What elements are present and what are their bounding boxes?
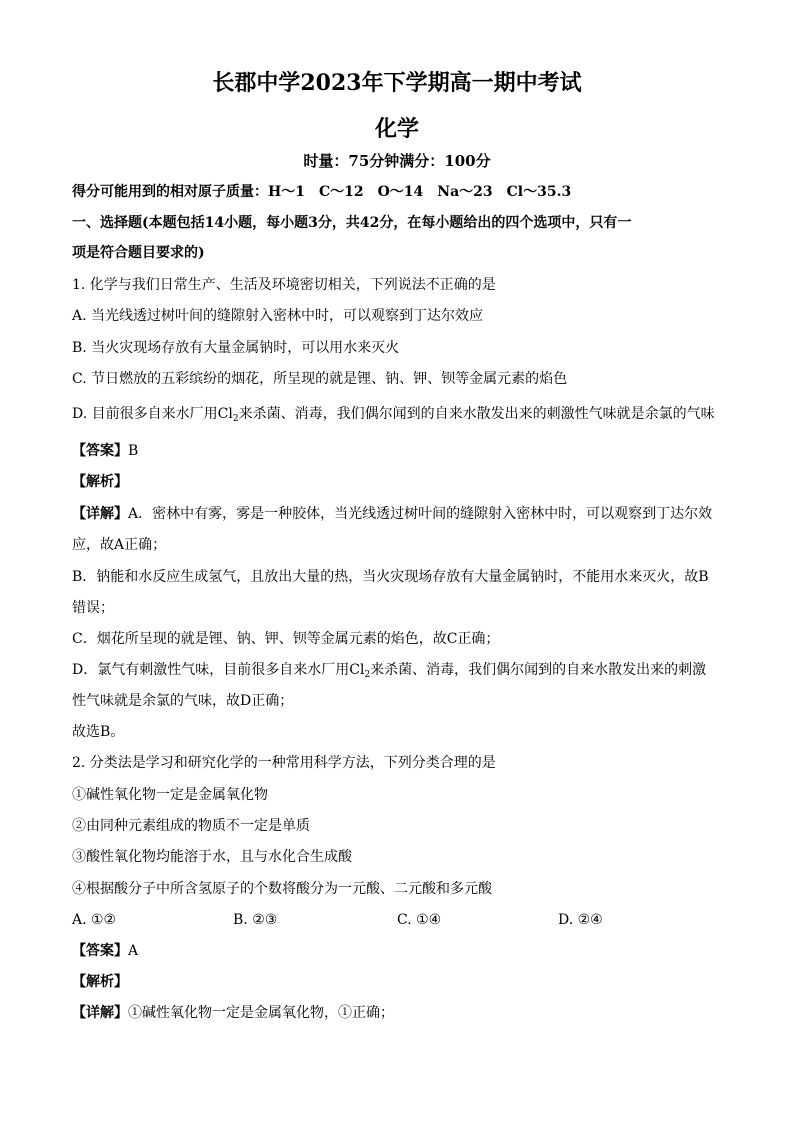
- q1-stem: 1. 化学与我们日常生产、生活及环境密切相关，下列说法不正确的是: [72, 277, 496, 293]
- chem-formula: Cl: [217, 406, 233, 422]
- chem-formula: Cl: [349, 662, 365, 678]
- q1-detail-d2: 性气味就是余氯的气味，故D正确；: [72, 693, 294, 709]
- q1-analysis-label: 【解析】: [72, 474, 128, 490]
- q2-statement-4: ④根据酸分子中所含氢原子的个数将酸分为一元酸、二元酸和多元酸: [72, 881, 492, 897]
- answer-label: 【答案】: [72, 443, 128, 459]
- q2-statement-2: ②由同种元素组成的物质不一定是单质: [72, 818, 310, 834]
- subject-title: 化学: [374, 116, 419, 142]
- q1-answer: [72, 441, 732, 461]
- q2-analysis-label: 【解析】: [72, 974, 128, 990]
- q1-detail-b2: 错误；: [72, 600, 114, 616]
- q2-detail-1: 【详解】①碱性氧化物一定是金属氧化物，①正确；: [72, 1005, 394, 1021]
- q1-detail-d1: D．氯气有刺激性气味，目前很多自来水厂用$Cl_2$来杀菌、消毒，我们偶尔闻到的自来水散发出来的刺激: [72, 662, 707, 680]
- q2-option-c: C. ①④: [397, 912, 442, 928]
- q1-detail-b1: B．钠能和水反应生成氢气，且放出大量的热，当火灾现场存放有大量金属钠时，不能用水来灭火，故B: [72, 569, 709, 585]
- q1-detail-a2: 应，故A正确；: [72, 537, 167, 553]
- exam-title: 长郡中学2023年下学期高一期中考试: [212, 70, 582, 96]
- q1-detail-c: C．烟花所呈现的就是锂、钠、钾、钡等金属元素的焰色，故C正确；: [72, 631, 500, 647]
- q2-option-b: B. ②③: [233, 912, 278, 928]
- detail-label: 【详解】: [72, 1005, 128, 1021]
- q1-option-b: B. 当火灾现场存放有大量金属钠时，可以用水来灭火: [72, 340, 400, 356]
- q1-option-a: A. 当光线透过树叶间的缝隙射入密林中时，可以观察到丁达尔效应: [72, 308, 484, 324]
- detail-label: 【详解】: [72, 506, 128, 522]
- q2-option-d: D. ②④: [558, 912, 603, 928]
- q2-statement-1: ①碱性氧化物一定是金属氧化物: [72, 787, 268, 803]
- section-heading-line2: 项是符合题目要求的): [72, 245, 205, 261]
- section-heading-line1: 一、选择题(本题包括14小题，每小题3分，共42分，在每小题给出的四个选项中，只有一: [72, 215, 632, 231]
- q2-answer: [72, 941, 732, 961]
- exam-meta: 时量：75分钟满分：100分: [303, 152, 491, 170]
- q1-conclusion: 故选B。: [72, 724, 125, 740]
- answer-value: A: [128, 943, 139, 959]
- answer-value: B: [128, 443, 139, 459]
- q2-stem: 2. 分类法是学习和研究化学的一种常用科学方法，下列分类合理的是: [72, 755, 496, 771]
- q2-statement-3: ③酸性氧化物均能溶于水，且与水化合生成酸: [72, 849, 352, 865]
- atomic-masses: 得分可能用到的相对原子质量：H～1 C～12 O～14 Na～23 Cl～35.3: [72, 184, 572, 200]
- q1-option-c: C. 节日燃放的五彩缤纷的烟花，所呈现的就是锂、钠、钾、钡等金属元素的焰色: [72, 371, 568, 387]
- answer-label: 【答案】: [72, 943, 128, 959]
- q1-detail-a1: 【详解】A．密林中有雾，雾是一种胶体，当光线透过树叶间的缝隙射入密林中时，可以观察到丁达尔效: [72, 506, 713, 522]
- q2-option-a: A. ①②: [72, 912, 117, 928]
- q1-option-d: D. 目前很多自来水厂用$Cl_2$来杀菌、消毒，我们偶尔闻到的自来水散发出来的刺激性气味就是余氯的气味: [72, 406, 715, 424]
